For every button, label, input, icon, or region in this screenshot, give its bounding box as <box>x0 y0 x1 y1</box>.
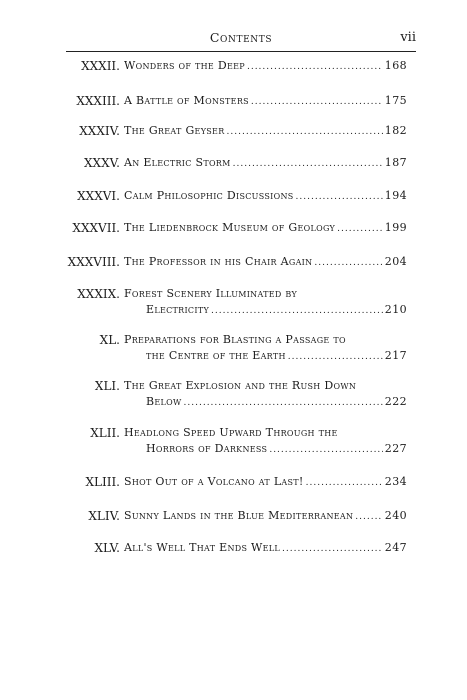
page-number: 175 <box>384 94 407 107</box>
chapter-title <box>124 58 407 75</box>
chapter-title-line <box>124 155 407 172</box>
chapter-number: XXXIV. <box>79 124 120 138</box>
chapter-number: XXXV. <box>83 156 120 170</box>
chapter-title <box>124 93 407 110</box>
chapter-number: XLV. <box>94 541 120 555</box>
chapter-title <box>124 188 407 205</box>
chapter-number: XLI. <box>94 379 120 393</box>
chapter-title-line: Headlong Speed Upward Through the <box>124 426 338 439</box>
chapter-title-line: Preparations for Blasting a Passage to <box>124 333 346 346</box>
page-number: 168 <box>384 59 407 72</box>
chapter-title-text: Sunny Lands in the Blue Mediterranean <box>124 509 354 522</box>
page-number: 222 <box>384 395 407 408</box>
chapter-title-text: Calm Philosophic Discussions <box>124 189 294 202</box>
chapter-number: XXXIII. <box>76 94 120 108</box>
chapter-title-line <box>124 394 407 411</box>
chapter-number: XXXIX. <box>77 287 120 301</box>
chapter-title-text: Horrors of Darkness <box>146 442 268 455</box>
page-number: 187 <box>384 156 407 169</box>
header-page-number: vii <box>400 30 416 45</box>
dot-leader <box>184 395 383 411</box>
chapter-title <box>124 540 407 557</box>
chapter-title-line <box>124 188 407 205</box>
chapter-title-text: The Liedenbrock Museum of Geology <box>124 221 336 234</box>
chapter-title-line <box>124 58 407 75</box>
chapter-title-line <box>124 123 407 140</box>
chapter-title-text: An Electric Storm <box>124 156 231 169</box>
chapter-title-line <box>124 220 407 237</box>
chapter-title <box>124 425 407 458</box>
chapter-title <box>124 332 407 365</box>
chapter-number: XLII. <box>90 426 120 440</box>
page-number: 227 <box>384 442 407 455</box>
chapter-number: XLIII. <box>85 475 120 489</box>
chapter-title-text: the Centre of the Earth <box>146 349 286 362</box>
chapter-title-line <box>124 540 407 557</box>
header-rule <box>66 51 416 52</box>
chapter-number: XXXVIII. <box>67 255 120 269</box>
chapter-title-text: Shot Out of a Volcano at Last! <box>124 475 304 488</box>
chapter-number: XL. <box>99 333 120 347</box>
chapter-title-line: Forest Scenery Illuminated by <box>124 287 298 300</box>
page-number: 199 <box>384 221 407 234</box>
chapter-title-line <box>124 348 407 365</box>
chapter-title <box>124 474 407 491</box>
chapter-title <box>124 220 407 237</box>
chapter-title <box>124 155 407 172</box>
chapter-title <box>124 254 407 271</box>
header-title: Contents <box>209 30 273 45</box>
page-number: 194 <box>384 189 407 202</box>
chapter-number: XXXVI. <box>77 189 120 203</box>
page-number: 204 <box>384 255 407 268</box>
dot-leader <box>282 541 383 557</box>
chapter-title-text: Electricity <box>146 303 210 316</box>
chapter-title-text: Wonders of the Deep <box>124 59 245 72</box>
chapter-title <box>124 508 407 525</box>
page-number: 240 <box>384 509 407 522</box>
chapter-title-text: All's Well That Ends Well <box>124 541 281 554</box>
chapter-title-text: The Great Geyser <box>124 124 225 137</box>
chapter-title <box>124 123 407 140</box>
dot-leader <box>337 221 383 237</box>
running-header <box>66 30 416 50</box>
chapter-title-text: A Battle of Monsters <box>124 94 249 107</box>
dot-leader <box>269 442 382 458</box>
dot-leader <box>306 475 383 491</box>
chapter-title <box>124 286 407 319</box>
page-number: 217 <box>384 349 407 362</box>
dot-leader <box>227 124 383 140</box>
dot-leader <box>288 349 383 365</box>
chapter-title-line <box>124 474 407 491</box>
chapter-title-line: The Great Explosion and the Rush Down <box>124 379 357 392</box>
dot-leader <box>314 255 382 271</box>
page-number: 247 <box>384 541 407 554</box>
dot-leader <box>296 189 383 205</box>
chapter-title <box>124 378 407 411</box>
chapter-title-line <box>124 254 407 271</box>
dot-leader <box>355 509 383 525</box>
dot-leader <box>211 303 383 319</box>
chapter-number: XXXII. <box>81 59 120 73</box>
dot-leader <box>233 156 383 172</box>
page-number: 210 <box>384 303 407 316</box>
chapter-title-line <box>124 93 407 110</box>
chapter-title-text: The Professor in his Chair Again <box>124 255 313 268</box>
dot-leader <box>247 59 383 75</box>
dot-leader <box>251 94 383 110</box>
chapter-title-line <box>124 302 407 319</box>
chapter-number: XXXVII. <box>72 221 120 235</box>
chapter-number: XLIV. <box>88 509 120 523</box>
chapter-title-line <box>124 508 407 525</box>
page-number: 234 <box>384 475 407 488</box>
chapter-title-line <box>124 441 407 458</box>
chapter-title-text: Below <box>146 395 182 408</box>
page-number: 182 <box>384 124 407 137</box>
